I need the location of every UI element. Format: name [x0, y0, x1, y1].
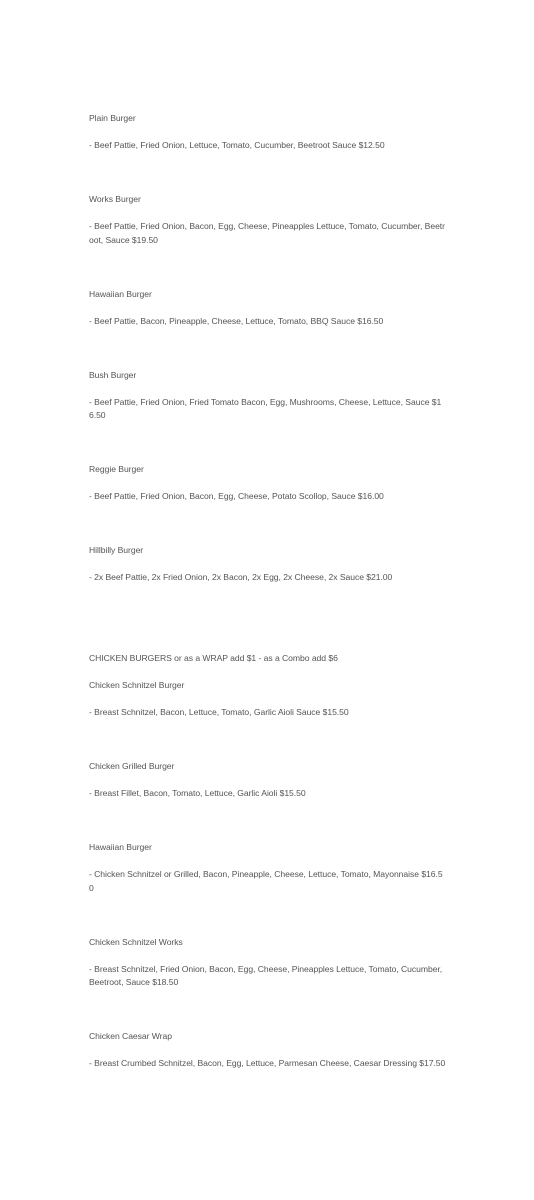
menu-item-description: - Breast Fillet, Bacon, Tomato, Lettuce, Garlic Aioli $15.50 — [89, 788, 306, 798]
menu-item-name: Hillbilly Burger — [89, 545, 144, 555]
menu-item-description: - Beef Pattie, Fried Onion, Bacon, Egg, Cheese, Potato Scollop, Sauce $16.00 — [89, 491, 384, 501]
menu-item-name: Chicken Schnitzel Works — [89, 936, 183, 947]
menu-item-description: - Beef Pattie, Fried Onion, Bacon, Egg, Cheese, Pineapples Lettuce, Tomato, Cucumber, Beetroot, Sauce $19.50 — [89, 221, 445, 245]
menu-item-description: - Breast Crumbed Schnitzel, Bacon, Egg, Lettuce, Parmesan Cheese, Caesar Dressing $17.50 — [89, 1058, 446, 1068]
menu-document — [89, 112, 447, 1071]
menu-item-name: Chicken Caesar Wrap — [89, 1031, 172, 1041]
menu-item-name: Hawaiian Burger — [89, 842, 152, 852]
section-heading-chicken-burgers: CHICKEN BURGERS or as a WRAP add $1 - as a Combo add $6 — [89, 653, 338, 663]
menu-item-description: - Breast Schnitzel, Bacon, Lettuce, Tomato, Garlic Aioli Sauce $15.50 — [89, 707, 349, 717]
menu-item-description: - Chicken Schnitzel or Grilled, Bacon, Pineapple, Cheese, Lettuce, Tomato, Mayonnaise $16.50 — [89, 869, 443, 893]
menu-item-name: Chicken Schnitzel Burger — [89, 680, 185, 690]
menu-item-description: - Breast Schnitzel, Fried Onion, Bacon, Egg, Cheese, Pineapples Lettuce, Tomato, Cucumber, Beetroot, Sauce $18.50 — [89, 963, 443, 987]
menu-item-name: Hawaiian Burger — [89, 288, 152, 299]
menu-item-name: Bush Burger — [89, 369, 137, 380]
menu-item-name: Works Burger — [89, 194, 141, 204]
menu-item-description: - Beef Pattie, Bacon, Pineapple, Cheese, Lettuce, Tomato, BBQ Sauce $16.50 — [89, 315, 384, 326]
menu-item-description: - Beef Pattie, Fried Onion, Lettuce, Tomato, Cucumber, Beetroot Sauce $12.50 — [89, 140, 385, 150]
menu-item-name: Reggie Burger — [89, 464, 144, 474]
menu-item-description: - Beef Pattie, Fried Onion, Fried Tomato Bacon, Egg, Mushrooms, Cheese, Lettuce, Sauce $16.50 — [89, 396, 442, 420]
menu-item-name: Chicken Grilled Burger — [89, 761, 175, 771]
menu-item-name: Plain Burger — [89, 113, 136, 123]
menu-item-description: - 2x Beef Pattie, 2x Fried Onion, 2x Bacon, 2x Egg, 2x Cheese, 2x Sauce $21.00 — [89, 572, 393, 582]
